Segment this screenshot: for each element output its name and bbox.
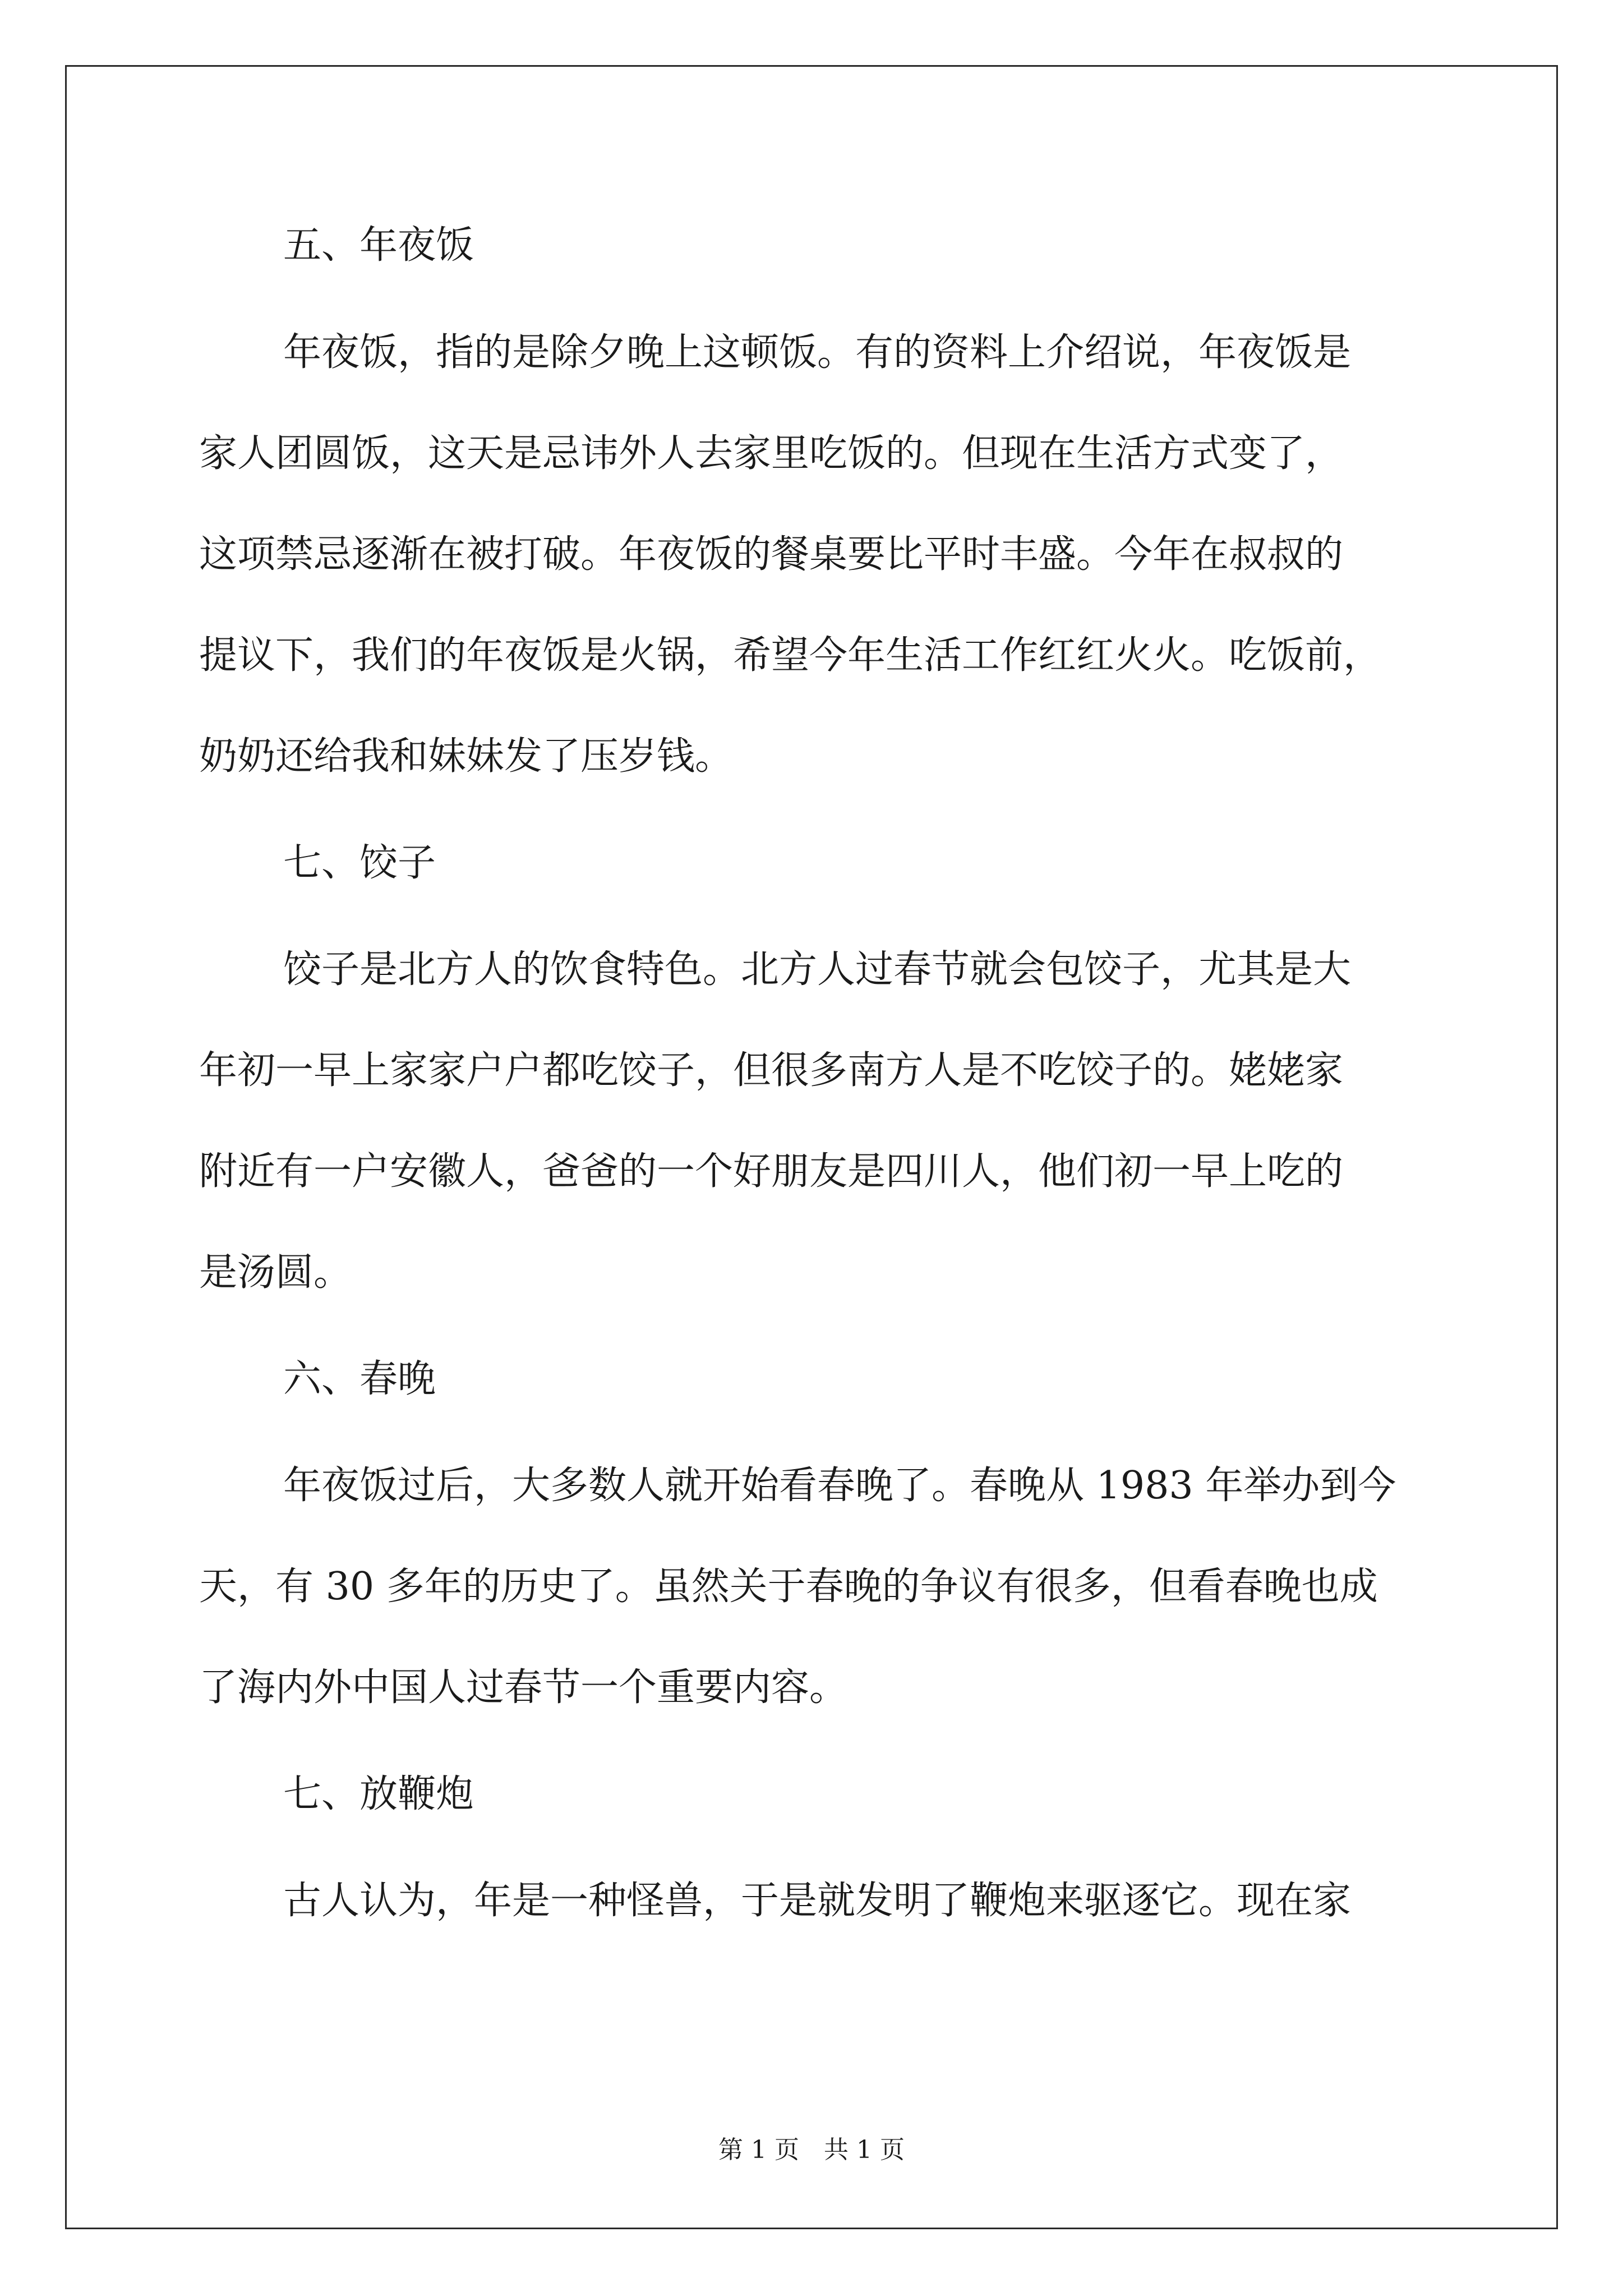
paragraph-line: 家人团圆饭，这天是忌讳外人去家里吃饭的。但现在生活方式变了，: [199, 431, 1344, 476]
section-heading-fangbianpao: 七、放鞭炮: [283, 1772, 474, 1816]
section-heading-chunwan: 六、春晚: [283, 1357, 436, 1401]
paragraph-line: 饺子是北方人的饮食特色。北方人过春节就会包饺子，尤其是大: [283, 947, 1352, 992]
paragraph-line: 年夜饭过后，大多数人就开始看春晚了。春晚从 1983 年举办到今: [283, 1464, 1396, 1508]
section-heading-nianyefan: 五、年夜饭: [283, 223, 474, 268]
paragraph-line: 古人认为，年是一种怪兽，于是就发明了鞭炮来驱逐它。现在家: [283, 1879, 1352, 1923]
paragraph-line: 是汤圆。: [199, 1250, 352, 1295]
paragraph-line: 附近有一户安徽人，爸爸的一个好朋友是四川人，他们初一早上吃的: [199, 1149, 1344, 1194]
page-number-footer: 第 1 页 共 1 页: [718, 2136, 905, 2164]
paragraph-line: 年初一早上家家户户都吃饺子，但很多南方人是不吃饺子的。姥姥家: [199, 1048, 1344, 1093]
paragraph-line: 了海内外中国人过春节一个重要内容。: [199, 1665, 848, 1710]
paragraph-line: 提议下，我们的年夜饭是火锅，希望今年生活工作红红火火。吃饭前，: [199, 633, 1382, 678]
paragraph-line: 这项禁忌逐渐在被打破。年夜饭的餐桌要比平时丰盛。今年在叔叔的: [199, 532, 1344, 577]
paragraph-line: 天，有 30 多年的历史了。虽然关于春晚的争议有很多，但看春晚也成: [199, 1565, 1378, 1609]
paragraph-line: 年夜饭，指的是除夕晚上这顿饭。有的资料上介绍说，年夜饭是: [283, 330, 1352, 375]
section-heading-jiaozi: 七、饺子: [283, 841, 436, 885]
paragraph-line: 奶奶还给我和妹妹发了压岁钱。: [199, 734, 734, 779]
